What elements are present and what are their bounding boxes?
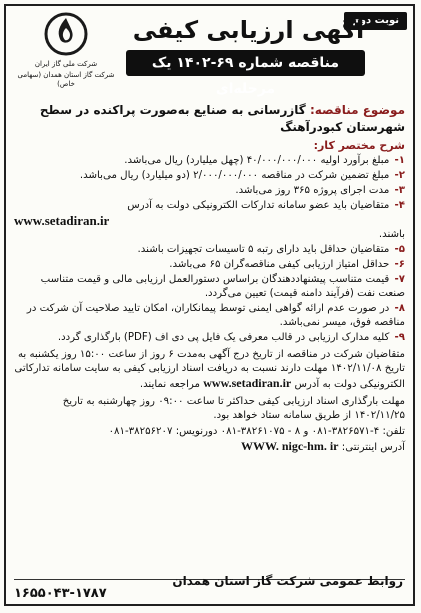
instructions-paragraph: [14, 348, 405, 392]
item-number: ۸-: [394, 303, 405, 314]
notice-content: [14, 102, 405, 570]
subject-label: موضوع مناقصه:: [309, 103, 405, 117]
contact-line: تلفن: ۴-۳۸۲۶۵۷۱-۰۸۱ و ۸ - ۳۸۲۶۱۰۷۵-۰۸۱ دورنویس: ۳۸۲۵۶۲۰۷-۰۸۱: [108, 426, 405, 437]
notice-frame: [4, 4, 415, 606]
web-address-label: آدرس اینترنتی:: [341, 442, 405, 453]
publisher-name: روابط عمومی شرکت گاز استان همدان: [172, 574, 403, 588]
list-item: [14, 184, 405, 198]
notice-title: آگهی ارزیابی کیفی: [132, 16, 365, 44]
web-address-link[interactable]: WWW. nigc-hm. ir: [240, 439, 339, 453]
list-item: [14, 302, 405, 330]
item-text-tail: باشند.: [378, 229, 405, 240]
list-item: [14, 331, 405, 345]
item-number: ۱-: [394, 155, 405, 166]
item-number: ۶-: [394, 259, 405, 270]
paragraph-1-tail: مراجعه نمایند.: [139, 379, 200, 390]
item-text: مدت اجرای پروژه ۳۶۵ روز می‌باشد.: [235, 185, 390, 196]
item-text: قیمت متناسب پیشنهاددهندگان براساس دستورالعمل ارزیابی مالی و قیمت متناسب صنعت نفت (فرآیند دامنه قیمت) تعیین می‌گردد.: [40, 274, 405, 299]
item-number: ۵-: [394, 244, 405, 255]
summary-label: شرح مختصر کار:: [313, 139, 405, 152]
round-badge: نوبت دوم: [344, 12, 407, 30]
item-text: متقاضیان باید عضو سامانه تدارکات الکترونیکی دولت به آدرس: [127, 200, 390, 211]
subject-text: گازرسانی به صنایع به‌صورت پراکنده در سطح شهرستان کبودرآهنگ: [39, 103, 405, 134]
requirements-list: [14, 154, 405, 345]
item-text: مبلغ تضمین شرکت در مناقصه ۲/۰۰۰/۰۰۰/۰۰۰ (دو میلیارد) ریال می‌باشد.: [79, 170, 390, 181]
list-item: [14, 154, 405, 168]
item-text: متقاضیان حداقل باید دارای رتبه ۵ تاسیسات تجهیزات باشند.: [137, 244, 390, 255]
list-item: [14, 199, 405, 242]
web-address-line: [14, 439, 405, 455]
list-item: [14, 273, 405, 301]
paragraph-1-text: متقاضیان شرکت در مناقصه از تاریخ درج آگهی به‌مدت ۶ روز از ساعت ۱۵:۰۰ روز یکشنبه به تاریخ ۱۴۰۲/۱۱/۰۸ مهلت دارند نسبت به دریافت اسناد ارزیابی کیفی به سایت سامانه تدارکاتی الکترونیکی دولت به آدرس: [14, 349, 405, 390]
notice-footer: [6, 572, 413, 604]
notice-header: [6, 6, 413, 100]
item-text: مبلغ برآورد اولیه ۴۰/۰۰۰/۰۰۰/۰۰۰ (چهل میلیارد) ریال می‌باشد.: [124, 155, 390, 166]
list-item: [14, 243, 405, 257]
item-number: ۴-: [394, 200, 405, 211]
gas-flame-icon: [42, 10, 90, 58]
item-number: ۲-: [394, 170, 405, 181]
notice-serial: ۱۶۵۵۰۴۳-۱۷۸۷: [14, 586, 107, 601]
list-item: [14, 169, 405, 183]
company-logo: [16, 10, 116, 94]
item-text: در صورت عدم ارائه گواهی ایمنی توسط پیمانکاران، امکان تایید صلاحیت آن شرکت در مناقصه فوق، میسر نمی‌باشد.: [26, 303, 405, 328]
website-link[interactable]: www.setadiran.ir: [14, 213, 110, 228]
item-number: ۷-: [394, 274, 405, 285]
tender-banner: مناقصه شماره ۶۹-۱۴۰۲ یک مرحله‌ای: [126, 50, 365, 76]
deadline-paragraph: مهلت بارگذاری اسناد ارزیابی کیفی حداکثر تا ساعت ۰۹:۰۰ روز چهارشنبه به تاریخ ۱۴۰۲/۱۱/۲۵ از طریق سامانه ستاد خواهد بود.: [62, 396, 405, 421]
logo-text-2: شرکت گاز استان همدان (سهامی خاص): [17, 71, 115, 88]
subject-line: [14, 102, 405, 136]
website-link-inline[interactable]: www.setadiran.ir: [203, 376, 292, 390]
logo-text-1: شرکت ملی گاز ایران: [34, 60, 98, 68]
item-text: کلیه مدارک ارزیابی در قالب معرفی یک فایل پی دی اف (PDF) بارگذاری گردد.: [57, 332, 390, 343]
item-text: حداقل امتیاز ارزیابی کیفی مناقصه‌گران ۶۵ می‌باشد.: [169, 259, 390, 270]
item-number: ۳-: [394, 185, 405, 196]
item-number: ۹-: [394, 332, 405, 343]
list-item: [14, 258, 405, 272]
